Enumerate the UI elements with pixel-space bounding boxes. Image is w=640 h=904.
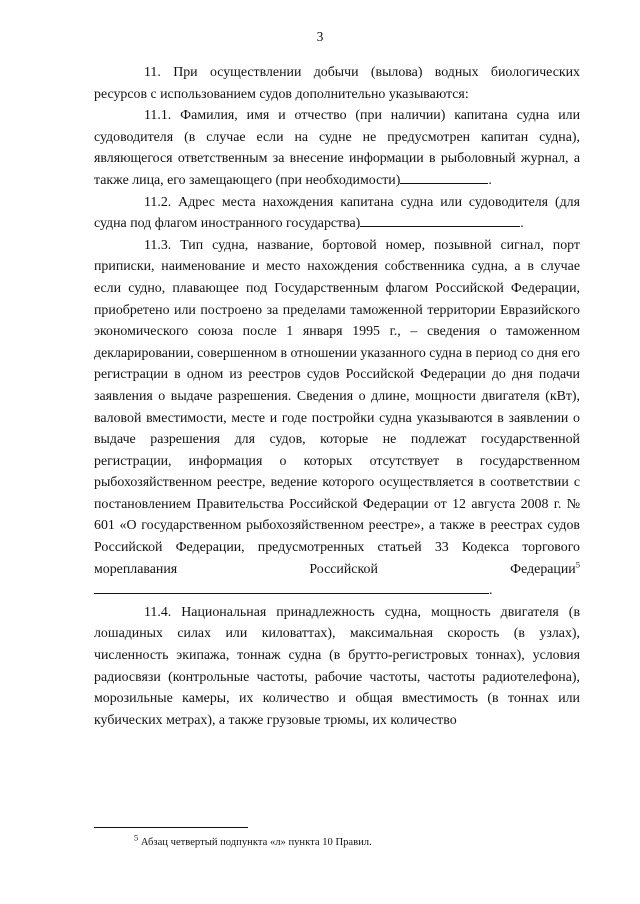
page-number: 3	[316, 29, 324, 44]
footnote-marker: 5	[134, 832, 139, 843]
paragraph-11-1-text: 11.1. Фамилия, имя и отчество (при наличии) капитана судна или судоводителя (в случае если на судне не предусмотрен капитан судна), являющегося ответственным за внесение информации в рыболовный журнал, а также лица, его замещающего (при необходимости)	[94, 108, 580, 188]
fill-in-line	[360, 213, 520, 227]
paragraph-11	[94, 62, 580, 105]
paragraph-end-mark: .	[489, 583, 493, 599]
paragraph-11-3	[94, 235, 580, 602]
document-body	[94, 62, 580, 731]
footnote-text: Абзац четвертый подпункта «л» пункта 10 Правил.	[140, 837, 372, 848]
footnote	[134, 832, 372, 849]
fill-in-line	[400, 170, 488, 184]
paragraph-11-1	[94, 105, 580, 191]
footnote-separator	[94, 827, 248, 828]
paragraph-11-3-text: 11.3. Тип судна, название, бортовой номер, позывной сигнал, порт приписки, наименование и место нахождения собственника судна, а в случае если судно, плавающее под Государственным флагом Российской Федерации, приобретено или построено за пределами таможенной территории Евразийского экономического союза после 1 января 1995 г., – сведения о таможенном декларировании, совершенном в отношении указанного судна в период со дня его регистрации в одном из реестров судов Российской Федерации до дня подачи заявления о выдаче разрешения. Сведения о длине, мощности двигателя (кВт), валовой вместимости, месте и годе постройки судна указываются в заявлении о выдаче разрешения для судов, которые не подлежат государственной регистрации, информация о которых отсутствует в государственном рыбохозяйственном реестре, ведение которого осуществляется в соответствии с постановлением Правительства Российской Федерации от 12 августа 2008 г. № 601 «О государственном рыбохозяйственном реестре», а также в реестрах судов Российской Федерации, предусмотренных статьей 33 Кодекса торгового мореплавания Российской Федерации	[94, 237, 580, 577]
fill-in-line	[94, 580, 489, 594]
paragraph-end-mark: .	[488, 172, 492, 188]
paragraph-11-text: 11. При осуществлении добычи (вылова) водных биологических ресурсов с использованием судов дополнительно указываются:	[94, 65, 580, 102]
paragraph-11-4	[94, 602, 580, 732]
paragraph-end-mark: .	[520, 216, 524, 232]
paragraph-11-2	[94, 192, 580, 235]
paragraph-11-4-text: 11.4. Национальная принадлежность судна, мощность двигателя (в лошадиных силах или киловаттах), максимальная скорость (в узлах), численность экипажа, тоннаж судна (в брутто-регистровых тоннах), условия радиосвязи (контрольные частоты, рабочие частоты, частоты радиотелефона), морозильные камеры, их количество и общая вместимость (в тоннах или кубических метрах), а также грузовые трюмы, их количество	[94, 604, 580, 728]
paragraph-11-2-text: 11.2. Адрес места нахождения капитана судна или судоводителя (для судна под флагом иностранного государства)	[94, 194, 580, 232]
footnote-reference: 5	[575, 559, 580, 570]
